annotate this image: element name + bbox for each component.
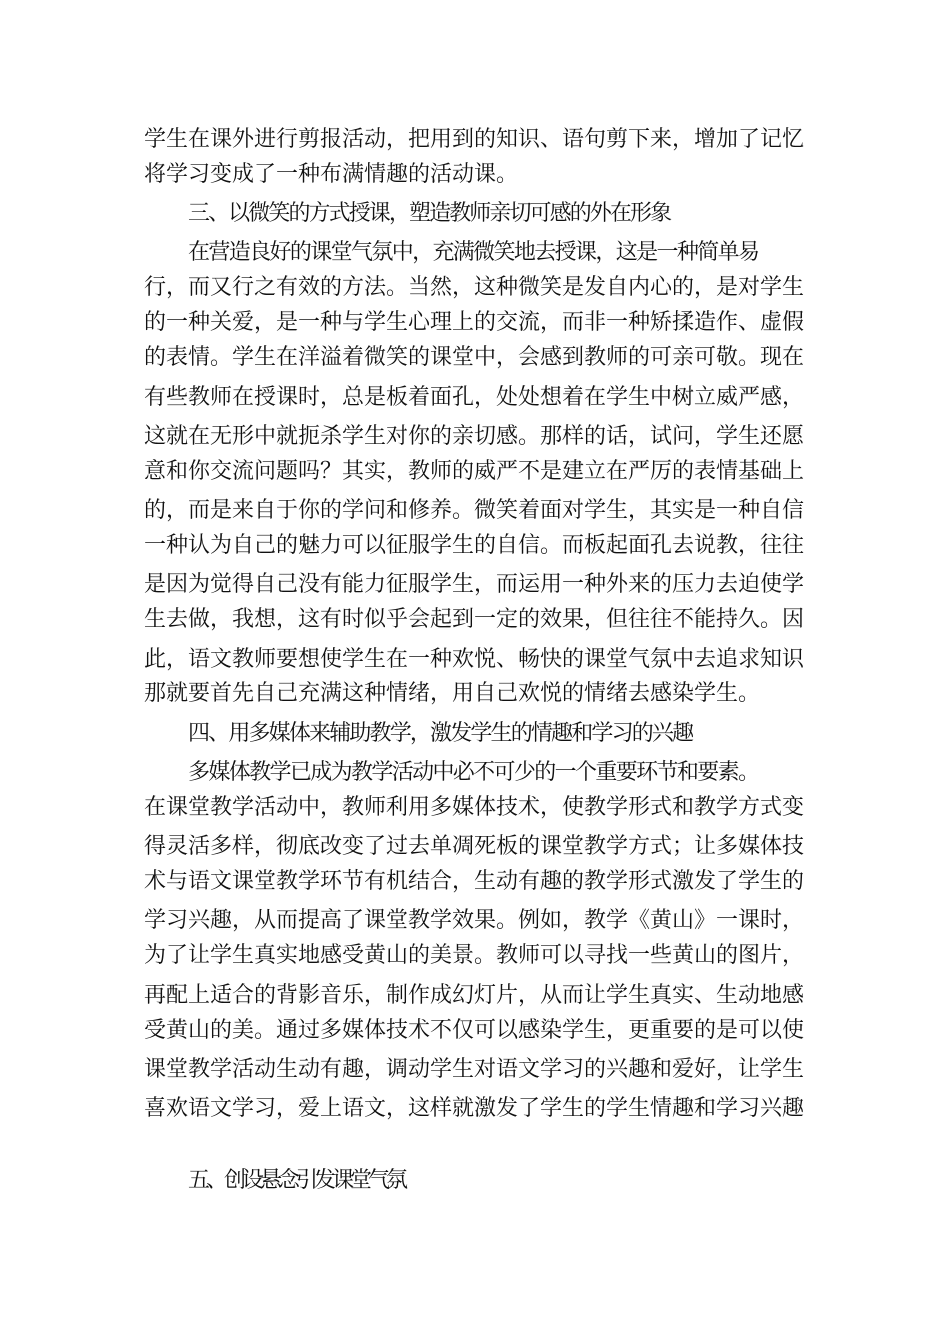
paragraph-line: 术与语文课堂教学环节有机结合，生动有趣的教学形式激发了学生的 — [144, 869, 805, 894]
paragraph-line: 这就在无形中就扼杀学生对你的亲切感。那样的话，试问，学生还愿 — [144, 424, 805, 449]
paragraph-line: 行，而又行之有效的方法。当然，这种微笑是发自内心的，是对学生 — [144, 275, 805, 300]
paragraph-line: 将学习变成了一种布满情趣的活动课。 — [144, 162, 519, 187]
paragraph-line: 多媒体教学已成为教学活动中必不可少的一个重要环节和要素。 — [188, 760, 759, 785]
paragraph-line: 在营造良好的课堂气氛中，充满微笑地去授课，这是一种简单易 — [188, 240, 759, 265]
paragraph-line: 学生在课外进行剪报活动，把用到的知识、语句剪下来，增加了记忆 — [144, 127, 805, 152]
section-heading: 四、用多媒体来辅助教学，激发学生的情趣和学习的兴趣 — [188, 721, 693, 746]
paragraph-line: 的一种关爱，是一种与学生心理上的交流，而非一种矫揉造作、虚假 — [144, 310, 805, 335]
paragraph-line: 一种认为自己的魅力可以征服学生的自信。而板起面孔去说教，往往 — [144, 533, 805, 558]
paragraph-line: 学习兴趣，从而提高了课堂教学效果。例如，教学《黄山》一课时， — [144, 908, 805, 933]
paragraph-line: 那就要首先自己充满这种情绪，用自己欢悦的情绪去感染学生。 — [144, 681, 761, 706]
paragraph-line: 为了让学生真实地感受黄山的美景。教师可以寻找一些黄山的图片， — [144, 943, 805, 968]
paragraph-line: 此，语文教师要想使学生在一种欢悦、畅快的课堂气氛中去追求知识 — [144, 647, 805, 672]
paragraph-line: 在课堂教学活动中，教师利用多媒体技术，使教学形式和教学方式变 — [144, 795, 805, 820]
paragraph-line: 是因为觉得自己没有能力征服学生，而运用一种外来的压力去迫使学 — [144, 572, 805, 597]
paragraph-line: 有些教师在授课时，总是板着面孔，处处想着在学生中树立威严感， — [144, 385, 805, 410]
paragraph-line: 意和你交流问题吗？其实，教师的威严不是建立在严厉的表情基础上 — [144, 459, 805, 484]
paragraph-line: 再配上适合的背影音乐，制作成幻灯片，从而让学生真实、生动地感 — [144, 983, 805, 1008]
paragraph-line: 得灵活多样，彻底改变了过去单凋死板的课堂教学方式；让多媒体技 — [144, 834, 805, 859]
paragraph-line: 的，而是来自于你的学问和修养。微笑着面对学生，其实是一种自信 — [144, 498, 805, 523]
paragraph-line: 喜欢语文学习，爱上语文，这样就激发了学生的学生情趣和学习兴趣 — [144, 1096, 805, 1121]
paragraph-line: 的表情。学生在洋溢着微笑的课堂中，会感到教师的可亲可敬。现在 — [144, 345, 805, 370]
section-heading: 五、创设悬念引发课堂气氛 — [188, 1168, 405, 1193]
paragraph-line: 生去做，我想，这有时似乎会起到一定的效果，但往往不能持久。因 — [144, 607, 805, 632]
paragraph-line: 课堂教学活动生动有趣，调动学生对语文学习的兴趣和爱好，让学生 — [144, 1057, 805, 1082]
paragraph-line: 受黄山的美。通过多媒体技术不仅可以感染学生，更重要的是可以使 — [144, 1018, 805, 1043]
section-heading: 三、以微笑的方式授课，塑造教师亲切可感的外在形象 — [188, 201, 671, 226]
